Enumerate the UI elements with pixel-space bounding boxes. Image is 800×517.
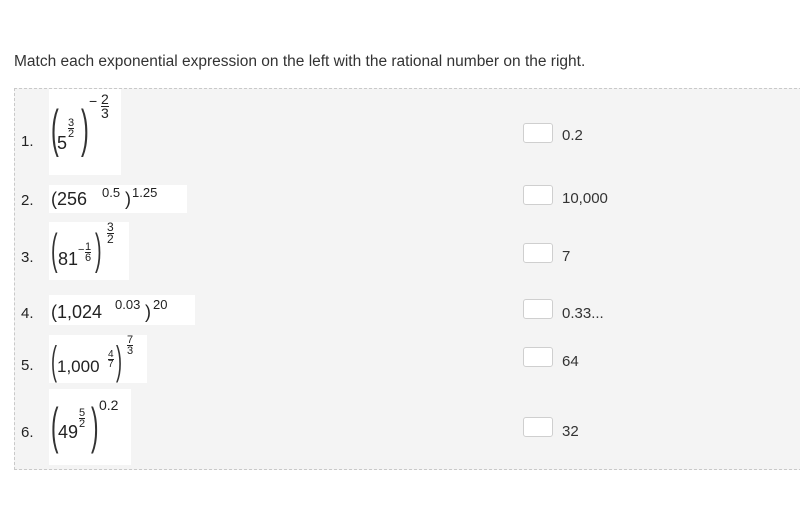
answer-checkbox[interactable] <box>523 417 553 437</box>
inner-exponent-sign: − <box>78 244 85 256</box>
inner-exponent: 0.03 <box>115 297 141 312</box>
closing-paren: ) <box>125 189 131 209</box>
row-number: 2. <box>21 192 34 209</box>
answer-checkbox[interactable] <box>523 347 553 367</box>
row-number: 1. <box>21 133 34 150</box>
answer-checkbox[interactable] <box>523 243 553 263</box>
inner-exponent: 1 6 <box>85 241 92 264</box>
inner-exponent: 3 2 <box>68 117 75 140</box>
expression-base: (1,024 <box>51 302 103 322</box>
inner-exponent: 5 2 <box>79 407 86 430</box>
outer-exponent: 0.2 <box>99 397 119 413</box>
expression-2 <box>49 185 187 213</box>
instructions-text: Match each exponential expression on the left with the rational number on the right. <box>14 53 586 70</box>
expression-4 <box>49 295 195 325</box>
row-number: 6. <box>21 424 34 441</box>
answer-label: 10,000 <box>562 190 608 207</box>
row-number: 4. <box>21 305 34 322</box>
expression-3: ( 81 − 1 6 ) 3 2 <box>49 222 129 280</box>
outer-exponent: 1.25 <box>132 185 158 200</box>
answer-checkbox[interactable] <box>523 185 553 205</box>
base: 81 <box>58 249 79 269</box>
expression-1: ( 5 3 2 ) − 2 3 <box>49 89 121 175</box>
outer-exponent: 7 3 <box>127 334 134 357</box>
matching-area <box>14 88 800 470</box>
outer-exponent: 3 2 <box>107 220 114 246</box>
base: 49 <box>58 422 79 442</box>
base: 1,000 <box>57 357 100 376</box>
base: 5 <box>57 133 68 153</box>
answer-checkbox[interactable] <box>523 299 553 319</box>
answer-label: 32 <box>562 423 579 440</box>
expression-base: (256 <box>51 189 88 209</box>
answer-label: 7 <box>562 248 571 265</box>
inner-exponent: 0.5 <box>102 185 121 200</box>
closing-paren: ) <box>145 302 151 322</box>
outer-exponent: 2 3 <box>101 91 109 121</box>
row-number: 3. <box>21 249 34 266</box>
answer-label: 0.33... <box>562 305 604 322</box>
row-number: 5. <box>21 357 34 374</box>
answer-label: 0.2 <box>562 127 583 144</box>
expression-6: ( 49 5 2 ) 0.2 <box>49 389 131 465</box>
expression-5: ( 1,000 4 7 ) 7 3 <box>49 335 147 383</box>
answer-label: 64 <box>562 353 579 370</box>
answer-checkbox[interactable] <box>523 123 553 143</box>
outer-exponent: 20 <box>153 297 168 312</box>
outer-exponent-sign: − <box>89 93 98 109</box>
inner-exponent: 4 7 <box>108 349 114 370</box>
